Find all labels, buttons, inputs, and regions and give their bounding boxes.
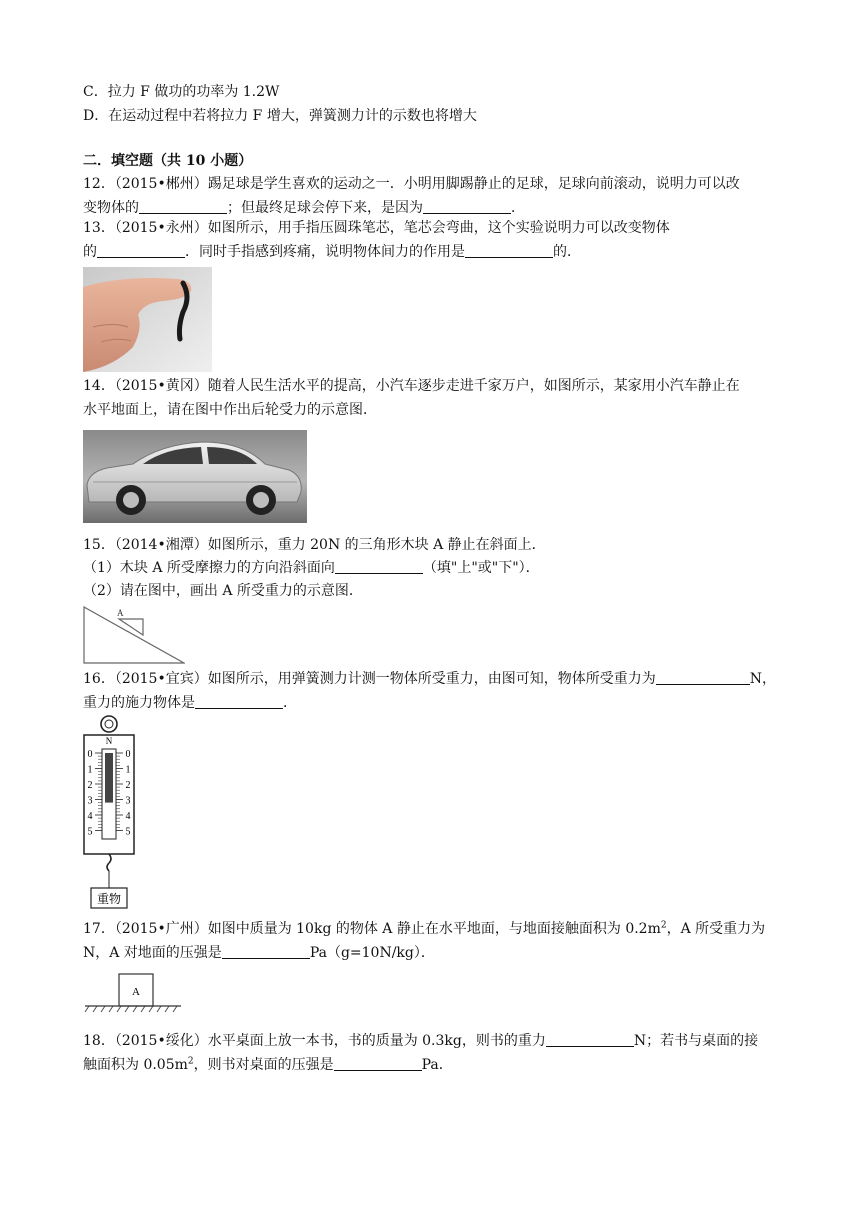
q12-text-a: 变物体的 bbox=[83, 200, 139, 216]
q13-blank-2[interactable] bbox=[465, 243, 553, 258]
q12-text-c: ． bbox=[511, 200, 525, 216]
scale-number-left: 2 bbox=[87, 780, 93, 791]
scale-number-left: 0 bbox=[87, 749, 93, 760]
q15-text-a: （1）木块 A 所受摩擦力的方向沿斜面向 bbox=[83, 560, 335, 576]
q12-line1: 12．（2015•郴州）踢足球是学生喜欢的运动之一．小明用脚踢静止的足球，足球向前滚动，说明力可以改 bbox=[83, 176, 740, 192]
q12-line2 bbox=[83, 199, 525, 217]
scale-ring-inner bbox=[105, 720, 113, 728]
q18-text-a: 18．（2015•绥化）水平桌面上放一本书，书的质量为 0.3kg，则书的重力 bbox=[83, 1033, 546, 1049]
q18-text-d: ，则书对桌面的压强是 bbox=[193, 1057, 334, 1073]
scale-number-left: 3 bbox=[87, 795, 93, 807]
q17-blank-2[interactable] bbox=[222, 944, 310, 959]
q18-blank-1[interactable] bbox=[546, 1032, 634, 1047]
q15-line1: 15．（2014•湘潭）如图所示，重力 20N 的三角形木块 A 静止在斜面上． bbox=[83, 537, 546, 553]
q16-blank-2[interactable] bbox=[195, 694, 283, 709]
incline-figure bbox=[83, 605, 185, 665]
weight-label: 重物 bbox=[96, 892, 122, 906]
scale-number-right: 3 bbox=[125, 795, 131, 807]
scale-unit-label: N bbox=[105, 736, 113, 746]
q16-line2 bbox=[83, 694, 297, 712]
q13-blank-1[interactable] bbox=[97, 243, 185, 258]
q15-line3: （2）请在图中，画出 A 所受重力的示意图． bbox=[83, 583, 363, 599]
q18-blank-2[interactable] bbox=[334, 1056, 422, 1071]
q16-text-a2: 重力的施力物体是 bbox=[83, 695, 195, 711]
scale-number-right: 4 bbox=[125, 811, 131, 822]
triangle-block bbox=[119, 619, 143, 635]
q17-text-c: N，A 对地面的压强是 bbox=[83, 945, 222, 961]
q16-text-b: N， bbox=[749, 671, 776, 687]
incline-triangle bbox=[84, 607, 184, 663]
ground-hatch bbox=[85, 1006, 177, 1012]
q14-line1: 14．（2015•黄冈）随着人民生活水平的提高，小汽车逐步走进千家万户，如图所示，某家用小汽车静止在 bbox=[83, 378, 740, 394]
q12-text-b: ；但最终足球会停下来，是因为 bbox=[227, 200, 423, 216]
finger-pen-photo bbox=[83, 267, 212, 372]
q15-line2 bbox=[83, 559, 540, 577]
option-d: D．在运动过程中若将拉力 F 增大，弹簧测力计的示数也将增大 bbox=[83, 108, 477, 124]
scale-number-right: 1 bbox=[125, 764, 131, 776]
section-title: 二．填空题（共 10 小题） bbox=[83, 153, 253, 169]
q17-text-a: 17．（2015•广州）如图中质量为 10kg 的物体 A 静止在水平地面，与地面接触面积为 0.2m bbox=[83, 921, 661, 937]
q12-blank-2[interactable] bbox=[423, 199, 511, 214]
q18-text-c: 触面积为 0.05m bbox=[83, 1057, 188, 1073]
scale-number-right: 5 bbox=[125, 826, 131, 838]
q12-blank-1[interactable] bbox=[139, 199, 227, 214]
scale-pointer-bar bbox=[105, 753, 113, 803]
car-photo bbox=[83, 430, 307, 523]
scale-number-right: 2 bbox=[125, 780, 131, 791]
scale-number-left: 5 bbox=[87, 826, 93, 838]
q15-blank-1[interactable] bbox=[335, 559, 423, 574]
q18-text-e: Pa． bbox=[421, 1057, 453, 1073]
block-label: A bbox=[117, 608, 124, 618]
q14-line2: 水平地面上，请在图中作出后轮受力的示意图． bbox=[83, 402, 377, 418]
scale-number-left: 1 bbox=[87, 764, 93, 776]
q17-text-d: Pa（g=10N/kg）． bbox=[309, 945, 435, 961]
scale-ring bbox=[101, 716, 117, 732]
block-a-label: A bbox=[132, 986, 140, 998]
q13-text-b: ．同时手指感到疼痛，说明物体间力的作用是 bbox=[185, 244, 465, 260]
q13-text-c: 的． bbox=[553, 244, 581, 260]
scale-number-left: 4 bbox=[87, 811, 93, 822]
q17-text-b: ，A 所受重力为 bbox=[666, 921, 766, 937]
q16-text-a: 16．（2015•宜宾）如图所示，用弹簧测力计测一物体所受重力，由图可知，物体所受重力为 bbox=[83, 671, 656, 687]
q18-sup: 2 bbox=[187, 1056, 194, 1067]
q17-sup: 2 bbox=[660, 920, 667, 931]
q17-line1 bbox=[83, 920, 765, 938]
q13-line2 bbox=[83, 243, 581, 261]
q18-line1 bbox=[83, 1032, 758, 1050]
q13-text-a: 的 bbox=[83, 244, 97, 260]
block-ground-figure bbox=[83, 970, 183, 1016]
q16-text-b2: ． bbox=[283, 695, 297, 711]
q17-line2 bbox=[83, 944, 435, 962]
scale-hook bbox=[107, 854, 111, 871]
q16-line1 bbox=[83, 670, 776, 688]
spring-scale-figure bbox=[83, 713, 143, 915]
q13-line1: 13．（2015•永州）如图所示，用手指压圆珠笔芯，笔芯会弯曲，这个实验说明力可以改变物体 bbox=[83, 220, 670, 236]
q18-text-b: N；若书与桌面的接 bbox=[633, 1033, 759, 1049]
option-c: C．拉力 F 做功的功率为 1.2W bbox=[83, 84, 280, 100]
scale-number-right: 0 bbox=[125, 749, 131, 760]
q18-line2 bbox=[83, 1056, 453, 1074]
q16-blank-1[interactable] bbox=[656, 670, 750, 685]
q15-text-b: （填"上"或"下"）． bbox=[422, 560, 540, 576]
